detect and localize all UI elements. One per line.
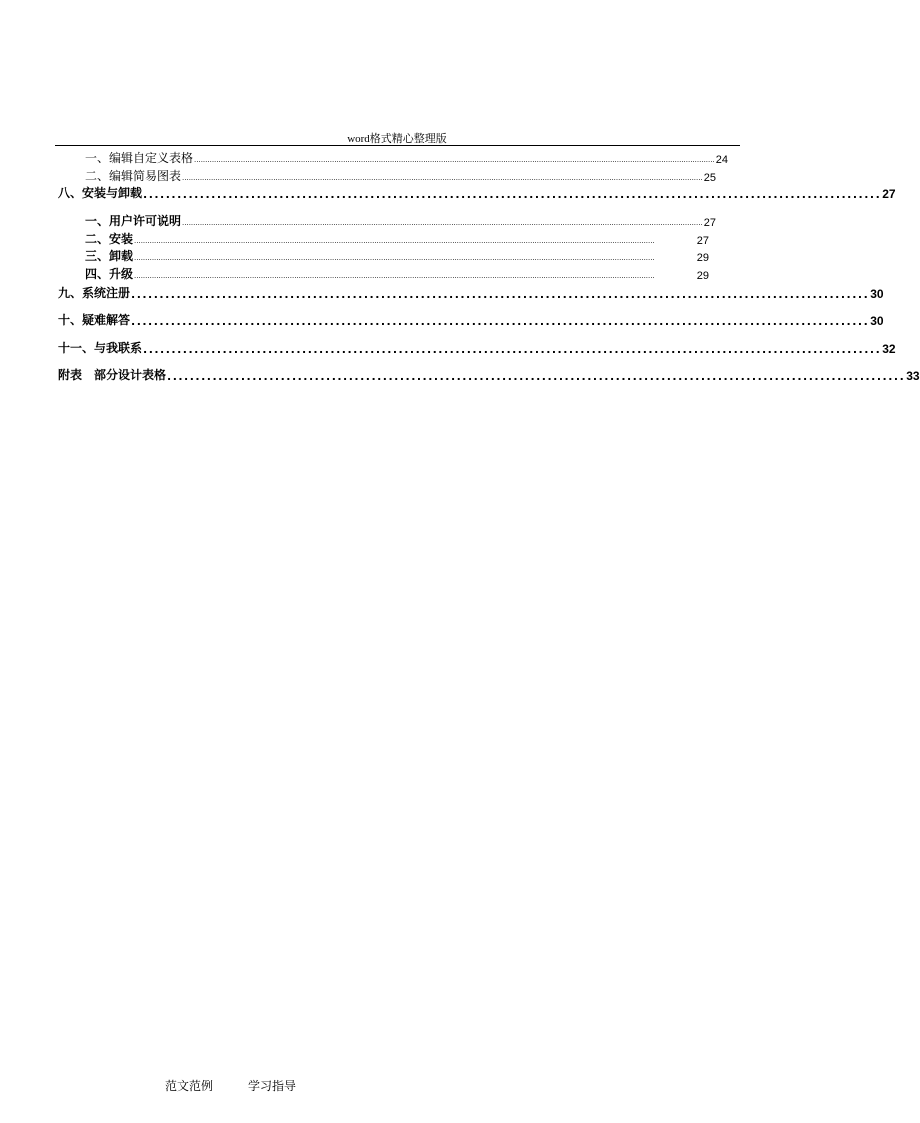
toc-leader-dots: .......................................................................................................................................................................................................................................... xyxy=(134,254,655,262)
toc-entry[interactable] xyxy=(0,149,728,166)
toc-entry-label: 十一、与我联系 xyxy=(58,341,143,355)
toc-leader-dots: .................................................................................................................................. xyxy=(131,288,870,301)
footer-left-text: 范文范例 xyxy=(165,1079,214,1093)
toc-entry[interactable] xyxy=(0,230,709,247)
toc-entry[interactable] xyxy=(0,284,884,301)
footer-right-text: 学习指导 xyxy=(248,1079,297,1093)
toc-entry[interactable] xyxy=(0,184,896,201)
toc-leader-dots: .................................................................................................................................. xyxy=(131,315,870,328)
toc-leader-dots: .................................................................................................................................. xyxy=(143,188,882,201)
toc-leader-dots: .......................................................................................................................................................................................................................................... xyxy=(134,237,655,245)
toc-entry-page: 29 xyxy=(696,270,709,282)
toc-entry-label: 二、编辑简易图表 xyxy=(85,169,182,183)
toc-entry-label: 九、系统注册 xyxy=(58,286,131,300)
toc-entry-label: 附表 部分设计表格 xyxy=(58,368,167,382)
toc-entry-label: 二、安装 xyxy=(85,232,134,246)
toc-entry-page: 32 xyxy=(882,342,896,356)
toc-entry[interactable] xyxy=(0,265,709,282)
toc-entry[interactable] xyxy=(0,212,716,229)
toc-entry-label: 十、疑难解答 xyxy=(58,313,131,327)
toc-leader-dots: .................................................................................................................................. xyxy=(143,343,882,356)
toc-entry-page: 27 xyxy=(882,187,896,201)
toc-entry-label: 四、升级 xyxy=(85,267,134,281)
header-divider xyxy=(55,145,740,146)
toc-entry[interactable] xyxy=(0,366,920,383)
toc-entry-label: 一、编辑自定义表格 xyxy=(85,151,194,165)
toc-leader-dots: .......................................................................................................................................................................................................................................... xyxy=(182,174,703,182)
toc-entry-page: 29 xyxy=(696,252,709,264)
toc-entry[interactable] xyxy=(0,167,716,184)
toc-entry-page: 24 xyxy=(715,154,728,166)
toc-entry-label: 一、用户许可说明 xyxy=(85,214,182,228)
toc-entry[interactable] xyxy=(0,247,709,264)
toc-entry-page: 30 xyxy=(870,314,884,328)
toc-entry-page: 27 xyxy=(703,217,716,229)
toc-entry-label: 八、安装与卸载 xyxy=(58,186,143,200)
toc-entry-page: 27 xyxy=(696,235,709,247)
toc-entry-page: 25 xyxy=(703,172,716,184)
toc-leader-dots: .......................................................................................................................................................................................................................................... xyxy=(182,219,703,227)
toc-entry[interactable] xyxy=(0,339,896,356)
toc-leader-dots: .......................................................................................................................................................................................................................................... xyxy=(194,156,715,164)
toc-entry-page: 30 xyxy=(870,287,884,301)
toc-leader-dots: .................................................................................................................................. xyxy=(167,370,906,383)
toc-leader-dots: .......................................................................................................................................................................................................................................... xyxy=(134,272,655,280)
toc-entry-label: 三、卸载 xyxy=(85,249,134,263)
page-header-title: word格式精心整理版 xyxy=(347,133,447,145)
toc-entry-page: 33 xyxy=(906,369,920,383)
toc-entry[interactable] xyxy=(0,311,884,328)
